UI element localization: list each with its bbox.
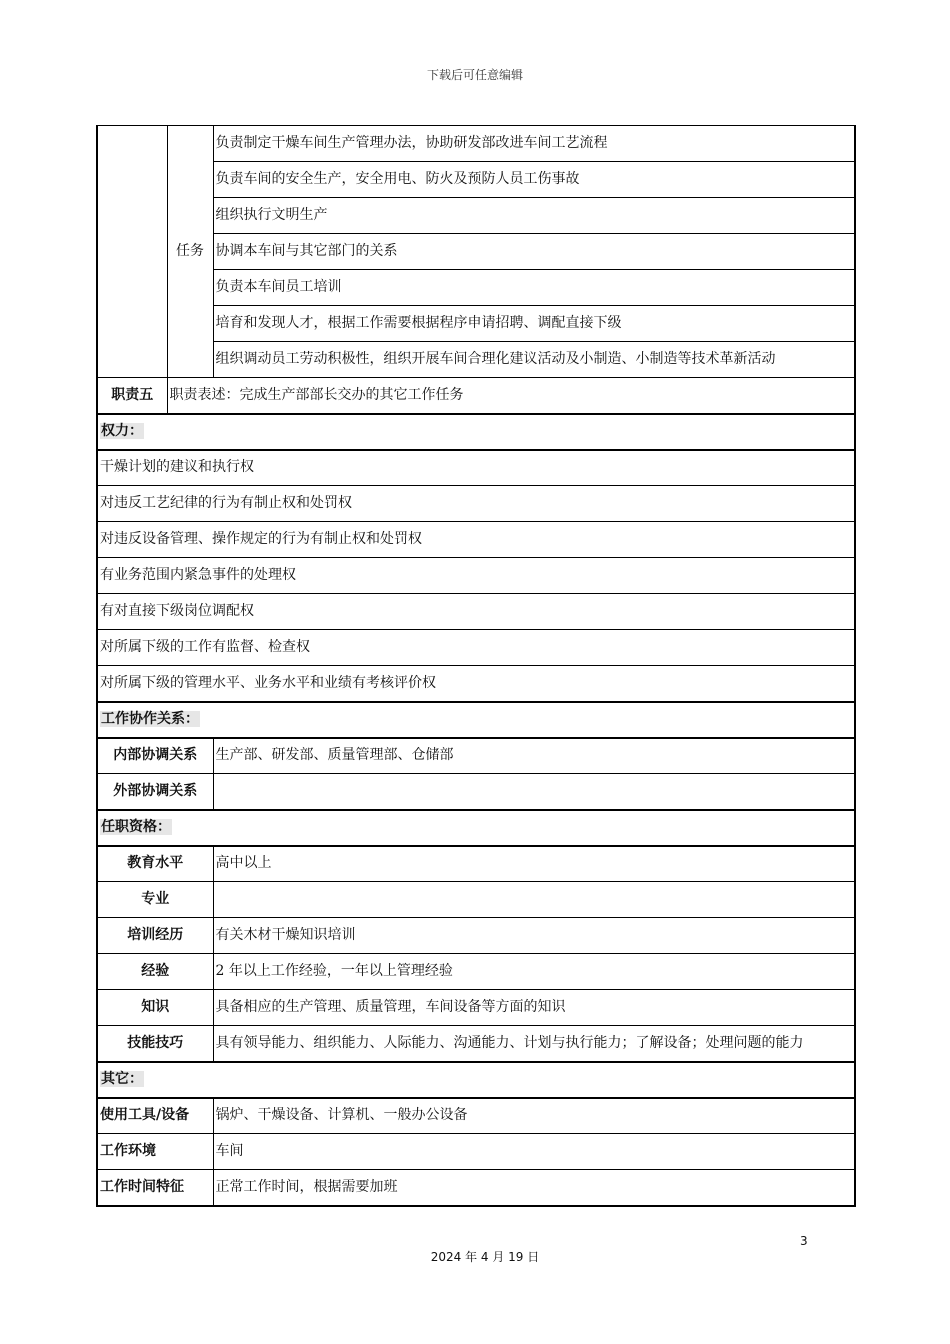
- qualification-label: 培训经历: [97, 918, 213, 954]
- authority-item: 对违反工艺纪律的行为有制止权和处罚权: [97, 486, 855, 522]
- task-item: 组织执行文明生产: [213, 198, 855, 234]
- other-label: 工作环境: [97, 1134, 213, 1170]
- qualification-row: [97, 918, 855, 954]
- relations-value: 生产部、研发部、质量管理部、仓储部: [213, 738, 855, 774]
- qualification-value: 有关木材干燥知识培训: [213, 918, 855, 954]
- authority-item: 对违反设备管理、操作规定的行为有制止权和处罚权: [97, 522, 855, 558]
- task-item: 负责车间的安全生产，安全用电、防火及预防人员工伤事故: [213, 162, 855, 198]
- other-value: 锅炉、干燥设备、计算机、一般办公设备: [213, 1098, 855, 1134]
- other-title: 其它：: [101, 1071, 143, 1087]
- qualification-row: [97, 882, 855, 918]
- qualification-value: 2 年以上工作经验，一年以上管理经验: [213, 954, 855, 990]
- qualification-row: [97, 846, 855, 882]
- other-row: [97, 1134, 855, 1170]
- task-item: 培育和发现人才，根据工作需要根据程序申请招聘、调配直接下级: [213, 306, 855, 342]
- task-item: 协调本车间与其它部门的关系: [213, 234, 855, 270]
- duty5-label: 职责五: [97, 378, 167, 414]
- relations-value: [213, 774, 855, 810]
- authority-item: 干燥计划的建议和执行权: [97, 450, 855, 486]
- other-section-header: [97, 1062, 855, 1098]
- other-row: [97, 1170, 855, 1206]
- relations-section-header: [97, 702, 855, 738]
- authority-row: [97, 450, 855, 486]
- qualification-row: [97, 954, 855, 990]
- duty5-text: 职责表述：完成生产部部长交办的其它工作任务: [167, 378, 855, 414]
- qualifications-section-header: [97, 810, 855, 846]
- qualification-label: 专业: [97, 882, 213, 918]
- qualification-label: 技能技巧: [97, 1026, 213, 1062]
- relations-title: 工作协作关系：: [101, 711, 199, 727]
- qualification-row: [97, 1026, 855, 1062]
- qualification-label: 教育水平: [97, 846, 213, 882]
- authority-title: 权力：: [101, 423, 143, 439]
- footer-date: 2024 年 4 月 19 日: [430, 1250, 540, 1264]
- qualification-value: [213, 882, 855, 918]
- other-value: 车间: [213, 1134, 855, 1170]
- qualification-label: 知识: [97, 990, 213, 1026]
- authority-item: 有对直接下级岗位调配权: [97, 594, 855, 630]
- page-number: 3: [800, 1234, 808, 1248]
- task-item: 组织调动员工劳动积极性，组织开展车间合理化建议活动及小制造、小制造等技术革新活动: [213, 342, 855, 378]
- qualification-label: 经验: [97, 954, 213, 990]
- qualification-row: [97, 990, 855, 1026]
- authority-item: 有业务范围内紧急事件的处理权: [97, 558, 855, 594]
- other-label: 使用工具/设备: [97, 1098, 213, 1134]
- authority-section-header: [97, 414, 855, 450]
- authority-row: [97, 594, 855, 630]
- qualification-value: 高中以上: [213, 846, 855, 882]
- relations-row: [97, 774, 855, 810]
- qualifications-title: 任职资格：: [101, 819, 171, 835]
- duty-label-cell-empty: [97, 126, 167, 378]
- authority-item: 对所属下级的管理水平、业务水平和业绩有考核评价权: [97, 666, 855, 702]
- authority-row: [97, 666, 855, 702]
- duty5-row: [97, 378, 855, 414]
- job-description-table: [96, 125, 856, 1207]
- other-label: 工作时间特征: [97, 1170, 213, 1206]
- relations-label: 内部协调关系: [97, 738, 213, 774]
- qualification-value: 具有领导能力、组织能力、人际能力、沟通能力、计划与执行能力；了解设备；处理问题的能力: [213, 1026, 855, 1062]
- relations-row: [97, 738, 855, 774]
- relations-label: 外部协调关系: [97, 774, 213, 810]
- authority-row: [97, 486, 855, 522]
- authority-row: [97, 522, 855, 558]
- other-row: [97, 1098, 855, 1134]
- task-item: 负责本车间员工培训: [213, 270, 855, 306]
- authority-row: [97, 558, 855, 594]
- task-label: 任务: [167, 126, 213, 378]
- page-header: 下载后可任意编辑: [426, 68, 523, 82]
- authority-item: 对所属下级的工作有监督、检查权: [97, 630, 855, 666]
- qualification-value: 具备相应的生产管理、质量管理，车间设备等方面的知识: [213, 990, 855, 1026]
- authority-row: [97, 630, 855, 666]
- task-row: [97, 126, 855, 162]
- task-item: 负责制定干燥车间生产管理办法，协助研发部改进车间工艺流程: [213, 126, 855, 162]
- other-value: 正常工作时间，根据需要加班: [213, 1170, 855, 1206]
